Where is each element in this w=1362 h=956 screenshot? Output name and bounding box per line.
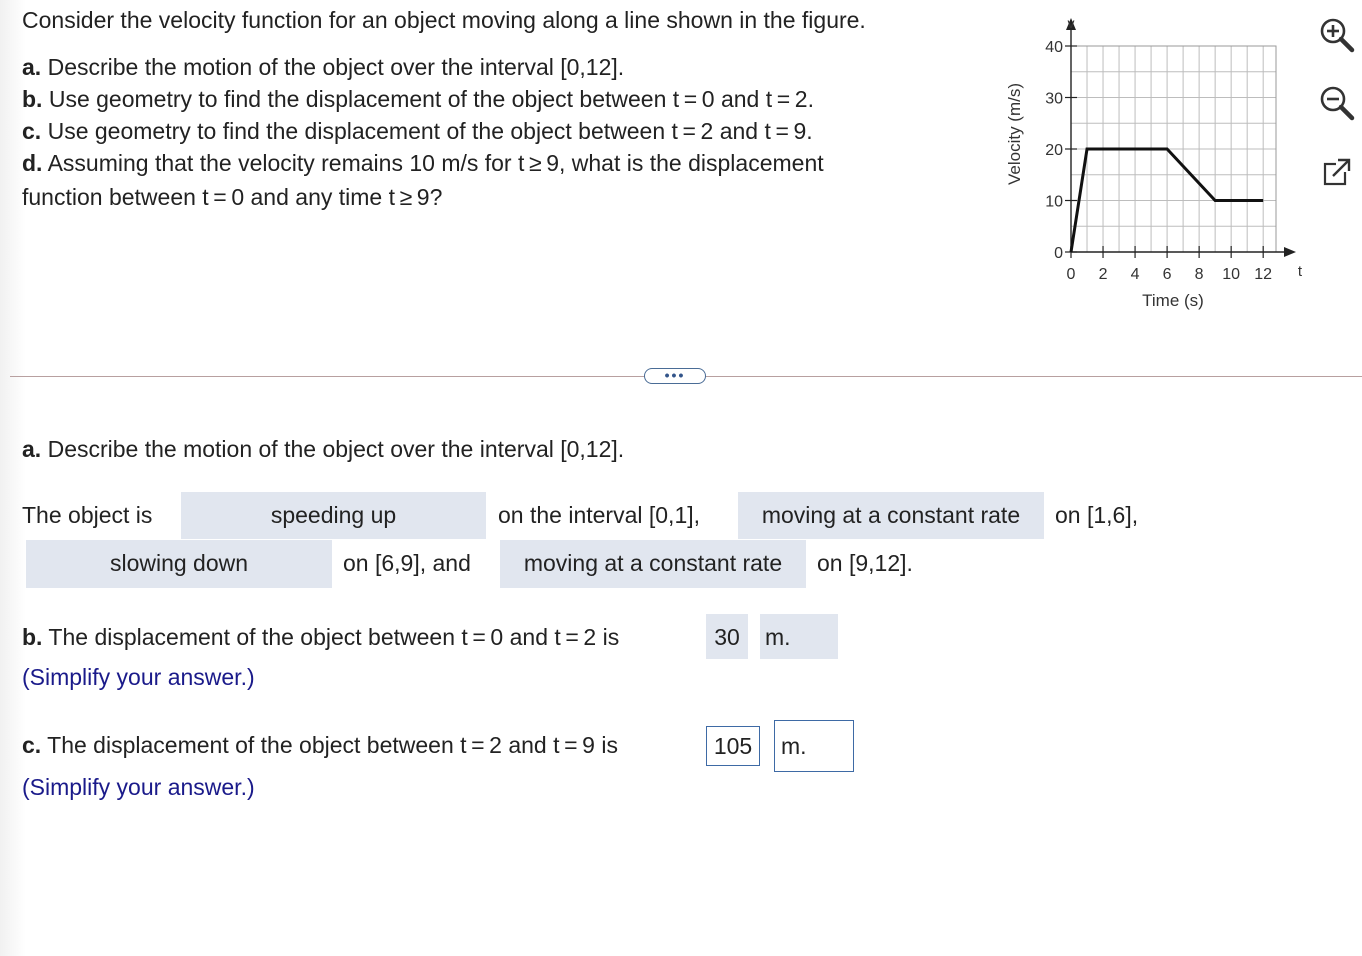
problem-part-c-label: c. xyxy=(22,118,42,144)
x-tick-label: 12 xyxy=(1254,266,1273,283)
part-c-text: The displacement of the object between t = 2 and t = 9 is xyxy=(41,732,618,758)
zoom-out-button[interactable] xyxy=(1316,82,1356,122)
y-axis-label: Velocity (m/s) xyxy=(1005,82,1024,186)
problem-part-a-text: Describe the motion of the object over the interval [0,12]. xyxy=(41,54,625,80)
part-c-unit-field[interactable]: m. xyxy=(774,720,854,772)
y-tick-label: 20 xyxy=(1045,142,1063,159)
part-c-question xyxy=(22,731,618,759)
x-tick-label: 6 xyxy=(1162,266,1172,283)
answer-dropdown-4[interactable]: moving at a constant rate xyxy=(500,540,806,588)
part-a-text-1: on the interval [0,1], xyxy=(498,502,701,528)
problem-part-d xyxy=(22,147,824,179)
problem-part-b xyxy=(22,83,814,115)
part-b-answer-field[interactable]: 30 xyxy=(706,614,748,659)
popout-button[interactable] xyxy=(1316,152,1356,192)
part-a-heading xyxy=(22,435,624,463)
part-b-unit-field[interactable]: m. xyxy=(760,614,838,659)
problem-part-d-text: Assuming that the velocity remains 10 m/s for t ≥ 9, what is the displacement xyxy=(42,150,824,176)
part-a-heading-text: Describe the motion of the object over the interval [0,12]. xyxy=(41,436,625,462)
problem-part-b-text: Use geometry to find the displacement of the object between t = 0 and t = 2. xyxy=(42,86,814,112)
problem-part-d-label: d. xyxy=(22,150,43,176)
y-tick-label: 40 xyxy=(1045,39,1063,56)
popout-icon xyxy=(1316,152,1356,192)
answer-dropdown-1[interactable]: speeding up xyxy=(181,492,486,539)
part-a-text-4: on [9,12]. xyxy=(817,550,913,576)
answer-dropdown-3[interactable]: slowing down xyxy=(26,540,332,588)
zoom-out-icon xyxy=(1316,82,1356,122)
problem-part-b-label: b. xyxy=(22,86,43,112)
y-axis-letter: v xyxy=(1067,15,1075,31)
part-a-text-2: on [1,6], xyxy=(1055,502,1139,528)
part-c-label: c. xyxy=(22,732,42,758)
graph-axes xyxy=(1066,18,1296,257)
velocity-graph xyxy=(1000,12,1310,322)
problem-part-c-text: Use geometry to find the displacement of the object between t = 2 and t = 9. xyxy=(41,118,813,144)
answer-dropdown-2[interactable]: moving at a constant rate xyxy=(738,492,1044,539)
x-tick-label: 4 xyxy=(1130,266,1140,283)
part-a-text-3: on [6,9], and xyxy=(343,550,471,576)
part-a-heading-label: a. xyxy=(22,436,42,462)
x-tick-label: 0 xyxy=(1066,266,1076,283)
part-c-answer-field[interactable]: 105 xyxy=(706,726,760,766)
y-tick-label: 10 xyxy=(1045,193,1063,211)
x-tick-label: 2 xyxy=(1098,266,1108,283)
part-c-hint: (Simplify your answer.) xyxy=(22,774,255,800)
y-tick-label: 0 xyxy=(1054,245,1063,262)
part-b-hint: (Simplify your answer.) xyxy=(22,664,255,690)
x-tick-label: 8 xyxy=(1194,266,1204,283)
part-b-text: The displacement of the object between t = 0 and t = 2 is xyxy=(42,624,620,650)
y-tick-label: 30 xyxy=(1045,90,1063,108)
x-axis-letter: t xyxy=(1297,263,1303,280)
x-axis-label: Time (s) xyxy=(1142,291,1204,310)
problem-part-a xyxy=(22,51,624,83)
part-b-label: b. xyxy=(22,624,43,650)
part-b-question xyxy=(22,623,619,651)
more-button[interactable]: ••• xyxy=(644,368,706,384)
problem-part-d-line2: function between t = 0 and any time t ≥ 9? xyxy=(22,184,443,210)
graph-ticks xyxy=(1045,39,1272,283)
problem-part-a-label: a. xyxy=(22,54,42,80)
zoom-in-icon xyxy=(1316,14,1356,54)
problem-intro: Consider the velocity function for an object moving along a line shown in the figure. xyxy=(22,7,866,33)
x-tick-label: 10 xyxy=(1222,266,1241,283)
part-a-lead: The object is xyxy=(22,502,153,528)
x-axis-arrow xyxy=(1284,247,1296,257)
zoom-in-button[interactable] xyxy=(1316,14,1356,54)
problem-part-c xyxy=(22,115,813,147)
